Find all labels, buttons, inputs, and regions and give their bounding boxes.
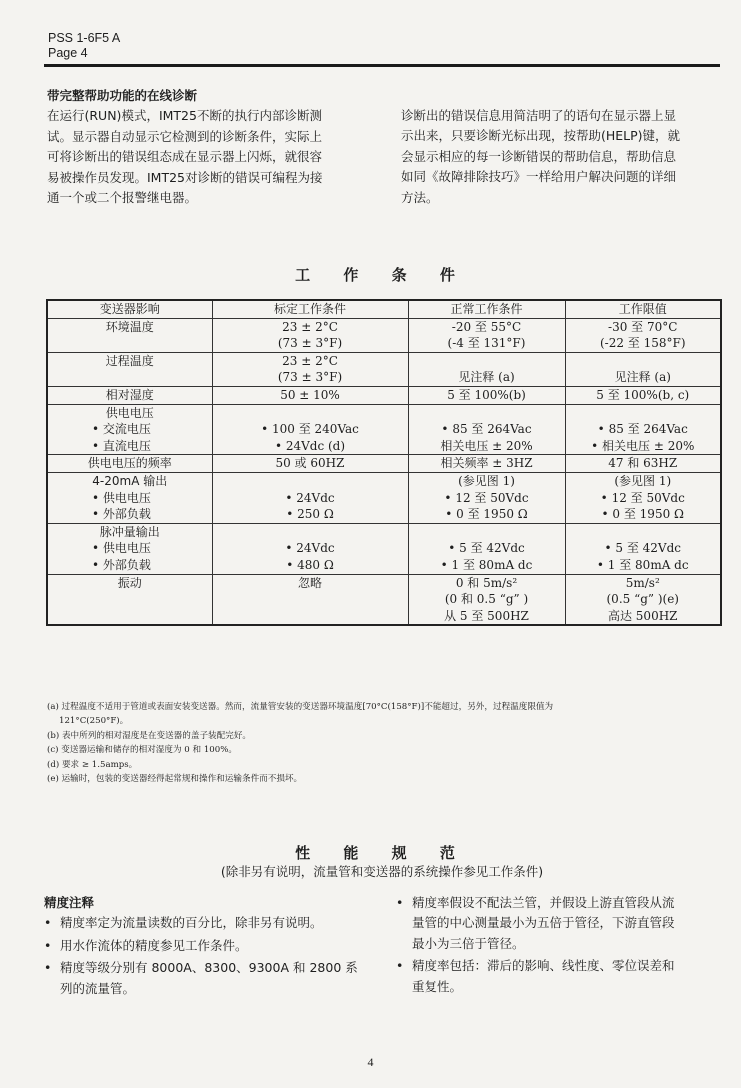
- table-cell: (参见图 1): [565, 472, 721, 489]
- table-cell: 0 和 5m/s²: [408, 574, 565, 591]
- table-cell: • 0 至 1950 Ω: [565, 506, 721, 523]
- table-cell: • 5 至 42Vdc: [408, 540, 565, 557]
- table-cell: (-4 至 131°F): [408, 335, 565, 352]
- table-cell: 5 至 100%(b): [408, 386, 565, 404]
- intro-line: 诊断出的错误信息用简洁明了的语句在显示器上显: [401, 108, 677, 123]
- table-cell: • 100 至 240Vac: [212, 421, 408, 438]
- table-cell: [47, 591, 212, 608]
- table-cell: • 5 至 42Vdc: [565, 540, 721, 557]
- note-line: (c) 变送器运输和储存的相对湿度为 0 和 100%。: [47, 745, 237, 756]
- table-cell: • 480 Ω: [212, 557, 408, 574]
- bullet: •: [44, 960, 52, 976]
- performance-subtitle: (除非另有说明，流量管和变送器的系统操作参见工作条件): [220, 864, 544, 879]
- table-cell: [408, 404, 565, 421]
- intro-line: 示出来，只要诊断光标出现，按帮助(HELP)键，就: [401, 128, 681, 144]
- table-row: [47, 455, 721, 473]
- bullet: •: [396, 958, 404, 974]
- table-cell: • 外部负载: [47, 557, 212, 574]
- table-row: [47, 421, 721, 438]
- table-cell: -30 至 70°C: [565, 318, 721, 335]
- column-header: 工作限值: [565, 300, 721, 318]
- table-row: [47, 472, 721, 489]
- list-item-text: 用水作流体的精度参见工作条件。: [60, 937, 248, 953]
- table-cell: [47, 369, 212, 386]
- performance-right-column: [392, 893, 722, 997]
- column-header: 标定工作条件: [212, 300, 408, 318]
- intro-line: 通一个或二个报警继电器。: [47, 190, 198, 206]
- table-row: [47, 540, 721, 557]
- table-cell: • 供电电压: [47, 540, 212, 557]
- list-item-text: 重复性。: [412, 978, 463, 994]
- table-cell: (73 ± 3°F): [212, 369, 408, 386]
- table-cell: [565, 404, 721, 421]
- page-label: Page 4: [48, 46, 88, 60]
- table-cell: [212, 472, 408, 489]
- table-cell: 高达 500HZ: [565, 608, 721, 626]
- table-cell: • 24Vdc: [212, 490, 408, 507]
- table-cell: [47, 335, 212, 352]
- table-header-row: [47, 300, 721, 318]
- bullet: •: [44, 937, 52, 953]
- performance-left-column: [40, 893, 380, 999]
- list-item-text: 最小为三倍于管径。: [412, 935, 525, 951]
- working-conditions-table-body: [47, 300, 721, 625]
- table-cell: 相对湿度: [47, 386, 212, 404]
- table-cell: • 85 至 264Vac: [565, 421, 721, 438]
- list-item: [392, 893, 722, 954]
- table-cell: [408, 523, 565, 540]
- table-cell: -20 至 55°C: [408, 318, 565, 335]
- table-cell: • 外部负载: [47, 506, 212, 523]
- bullet: •: [396, 895, 404, 910]
- accuracy-notes-heading: 精度注释: [44, 895, 95, 910]
- header-rule: [44, 64, 720, 67]
- table-row: [47, 523, 721, 540]
- table-cell: • 相关电压 ± 20%: [565, 438, 721, 455]
- table-cell: • 直流电压: [47, 438, 212, 455]
- document-id: PSS 1-6F5 A: [48, 31, 121, 45]
- page-number: 4: [367, 1055, 374, 1069]
- table-cell: [565, 523, 721, 540]
- table-row: [47, 404, 721, 421]
- table-cell: • 24Vdc: [212, 540, 408, 557]
- note-line: (b) 表中所列的相对湿度是在变送器的盖子装配完好。: [47, 730, 252, 741]
- working-conditions-title: 工 作 条 件: [295, 266, 469, 284]
- table-cell: (73 ± 3°F): [212, 335, 408, 352]
- table-cell: 47 和 63HZ: [565, 455, 721, 473]
- table-notes: [47, 700, 553, 786]
- intro-line: 可将诊断出的错误组态成在显示器上闪烁，就很容: [47, 149, 323, 165]
- table-cell: • 12 至 50Vdc: [565, 490, 721, 507]
- list-item: [40, 913, 380, 933]
- list-item-text: 量管的中心测量最小为五倍于管径，下游直管段: [412, 915, 675, 931]
- table-cell: (-22 至 158°F): [565, 335, 721, 352]
- table-cell: • 85 至 264Vac: [408, 421, 565, 438]
- intro-right-column: [401, 106, 721, 208]
- intro-line: 易被操作员发现。IMT25对诊断的错误可编程为接: [47, 169, 323, 185]
- intro-line: 在运行(RUN)模式，IMT25不断的执行内部诊断测: [47, 108, 322, 124]
- table-row: [47, 490, 721, 507]
- intro-left-column: [47, 86, 377, 208]
- table-cell: • 24Vdc (d): [212, 438, 408, 455]
- table-cell: 50 ± 10%: [212, 386, 408, 404]
- table-cell: 5 至 100%(b, c): [565, 386, 721, 404]
- list-item-text: 列的流量管。: [60, 980, 136, 996]
- list-item-text: 精度率假设不配法兰管，并假设上游直管段从流: [412, 895, 675, 910]
- intro-line: 如同《故障排除技巧》一样给用户解决问题的详细: [401, 169, 677, 185]
- table-row: [47, 591, 721, 608]
- table-row: [47, 386, 721, 404]
- table-cell: 50 或 60HZ: [212, 455, 408, 473]
- note-line: 121°C(250°F)。: [59, 716, 129, 727]
- table-cell: [212, 591, 408, 608]
- list-item-text: 精度率包括：滞后的影响、线性度、零位误差和: [412, 958, 675, 974]
- table-cell: • 1 至 80mA dc: [565, 557, 721, 574]
- performance-title: 性 能 规 范: [295, 844, 469, 862]
- intro-line: 方法。: [401, 189, 439, 205]
- list-item: [392, 956, 722, 997]
- table-row: [47, 608, 721, 626]
- table-cell: • 0 至 1950 Ω: [408, 506, 565, 523]
- table-cell: 23 ± 2°C: [212, 352, 408, 369]
- table-cell: [565, 352, 721, 369]
- table-cell: 23 ± 2°C: [212, 318, 408, 335]
- table-row: [47, 352, 721, 369]
- list-item: [40, 958, 380, 999]
- table-row: [47, 438, 721, 455]
- table-cell: 相关频率 ± 3HZ: [408, 455, 565, 473]
- table-cell: (0.5 “g” )(e): [565, 591, 721, 608]
- table-cell: • 供电电压: [47, 490, 212, 507]
- table-cell: • 250 Ω: [212, 506, 408, 523]
- table-row: [47, 335, 721, 352]
- table-cell: 忽略: [212, 574, 408, 591]
- table-cell: 过程温度: [47, 352, 212, 369]
- table-row: [47, 557, 721, 574]
- intro-heading: 带完整帮助功能的在线诊断: [47, 88, 198, 103]
- list-item-text: 精度率定为流量读数的百分比，除非另有说明。: [60, 915, 323, 931]
- intro-line: 会显示相应的每一诊断错误的帮助信息，帮助信息: [401, 148, 677, 164]
- table-cell: 供电电压的频率: [47, 455, 212, 473]
- table-cell: • 12 至 50Vdc: [408, 490, 565, 507]
- table-row: [47, 369, 721, 386]
- table-cell: • 1 至 80mA dc: [408, 557, 565, 574]
- table-cell: [408, 352, 565, 369]
- table-cell: [212, 608, 408, 626]
- column-header: 变送器影响: [47, 300, 212, 318]
- note-line: (e) 运输时，包装的变送器经得起常规和操作和运输条件而不损坏。: [47, 774, 303, 785]
- bullet: •: [44, 915, 52, 931]
- list-item: [40, 936, 380, 956]
- table-cell: 5m/s²: [565, 574, 721, 591]
- table-cell: [212, 523, 408, 540]
- table-row: [47, 506, 721, 523]
- table-cell: 供电电压: [47, 404, 212, 421]
- table-cell: 4-20mA 输出: [47, 472, 212, 489]
- table-cell: • 交流电压: [47, 421, 212, 438]
- working-conditions-table: [46, 299, 722, 626]
- note-line: (a) 过程温度不适用于管道或表面安装变送器。然而，流量管安装的变送器环境温度[70°C(158°F)]不能超过，另外，过程温度限值为: [47, 702, 554, 712]
- table-row: [47, 574, 721, 591]
- table-cell: 从 5 至 500HZ: [408, 608, 565, 626]
- note-line: (d) 要求 ≥ 1.5amps。: [47, 759, 138, 770]
- table-cell: (0 和 0.5 “g” ): [408, 591, 565, 608]
- table-cell: [212, 404, 408, 421]
- table-cell: 脉冲量输出: [47, 523, 212, 540]
- table-cell: 见注释 (a): [408, 369, 565, 386]
- table-row: [47, 318, 721, 335]
- table-cell: [47, 608, 212, 626]
- column-header: 正常工作条件: [408, 300, 565, 318]
- table-cell: 相关电压 ± 20%: [408, 438, 565, 455]
- list-item-text: 精度等级分别有 8000A、8300、9300A 和 2800 系: [60, 960, 358, 976]
- table-cell: 振动: [47, 574, 212, 591]
- table-cell: 环境温度: [47, 318, 212, 335]
- table-cell: 见注释 (a): [565, 369, 721, 386]
- intro-line: 试。显示器自动显示它检测到的诊断条件，实际上: [47, 128, 323, 144]
- table-cell: (参见图 1): [408, 472, 565, 489]
